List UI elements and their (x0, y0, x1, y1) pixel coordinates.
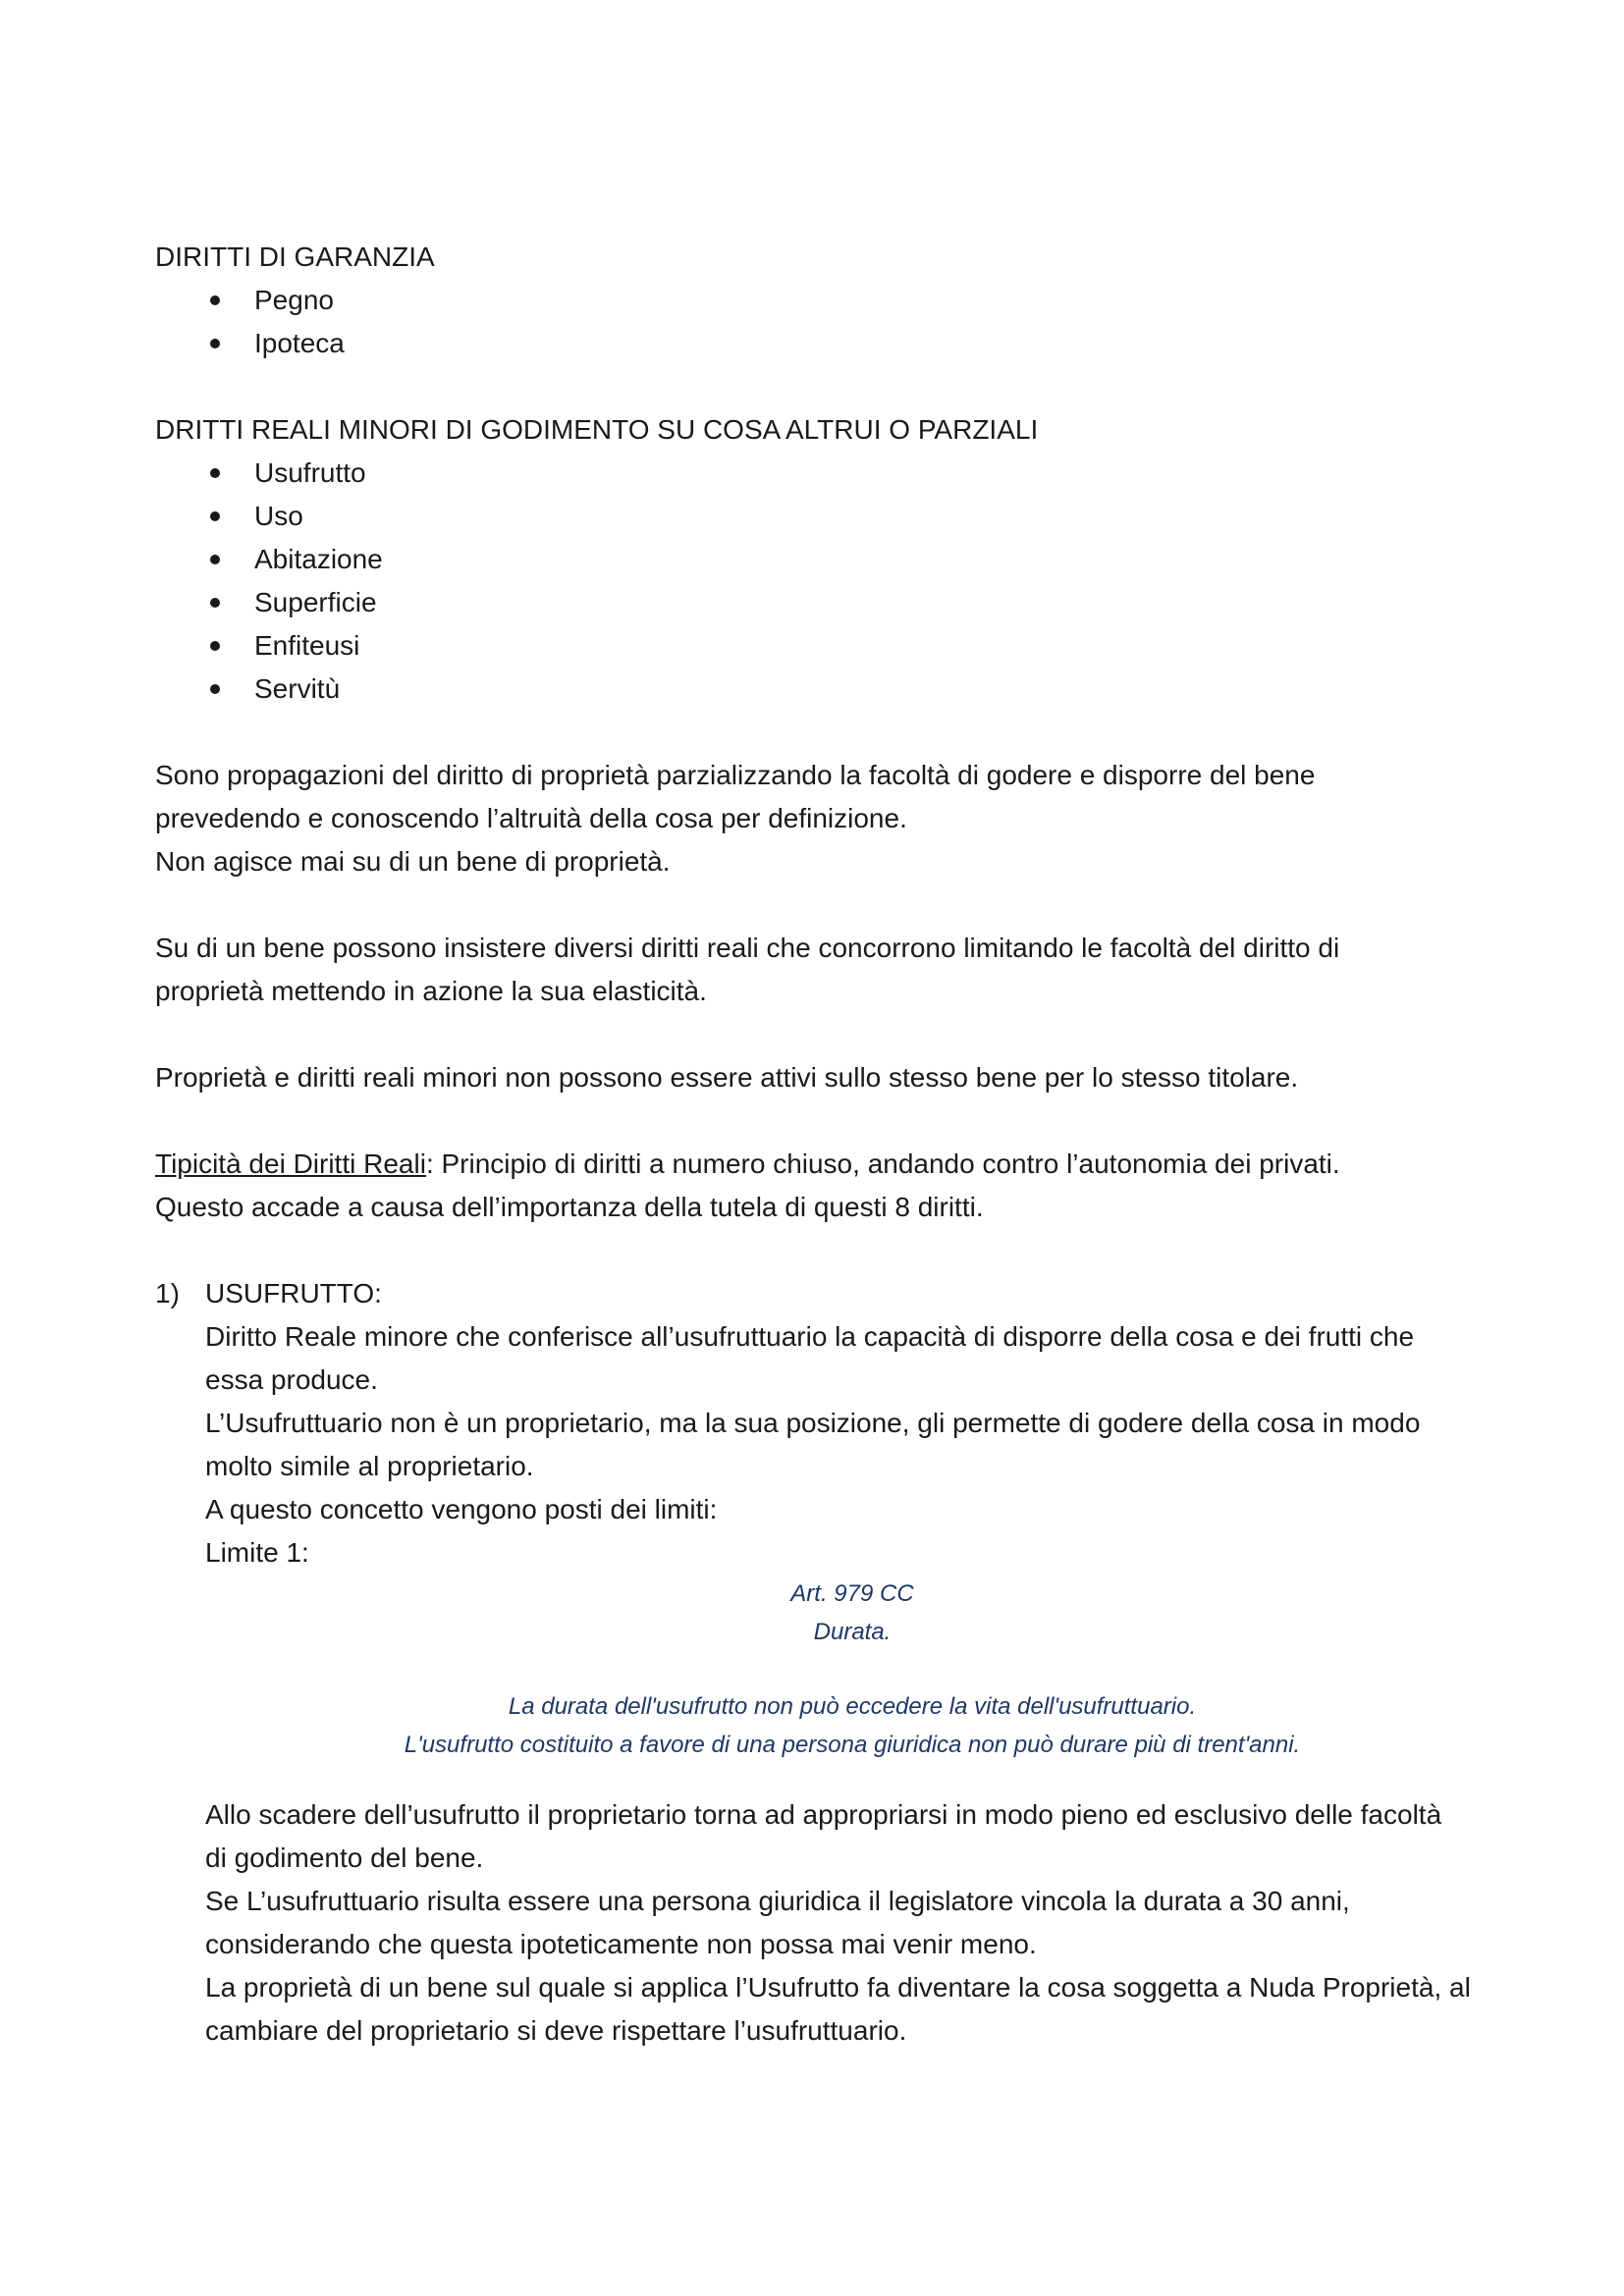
list-item: Servitù (155, 667, 1490, 711)
article-quote: Art. 979 CC Durata. La durata dell'usufrutto non può eccedere la vita dell'usufruttuario. L'usufrutto costituito a favore di una persona giuridica non può durare più di trent'anni. (155, 1575, 1549, 1764)
godimento-list (155, 452, 1490, 711)
garanzia-list (155, 279, 1490, 365)
article-reference: Art. 979 CC (790, 1580, 914, 1607)
usufrutto-title: USUFRUTTO: (205, 1278, 382, 1308)
paragraph-elasticita: Su di un bene possono insistere diversi diritti reali che concorrono limitando le facoltà del diritto di proprietà mettendo in azione la sua elasticità. (155, 933, 1340, 1006)
article-heading: Durata. (813, 1619, 892, 1645)
bullet-icon (210, 511, 220, 521)
paragraph-titolare: Proprietà e diritti reali minori non possono essere attivi sullo stesso bene per lo stesso titolare. (155, 1062, 1299, 1093)
bullet-icon (210, 468, 220, 478)
bullet-icon (210, 598, 220, 608)
list-item: Pegno (155, 279, 1490, 322)
paragraph-tipicita: Tipicità dei Diritti Reali: Principio di diritti a numero chiuso, andando contro l’autonomia dei privati. Questo accade a causa dell’importanza della tutela di questi 8 diritti. (155, 1148, 1340, 1222)
list-item: Uso (155, 495, 1490, 538)
section-number: 1) (155, 1278, 180, 1308)
bullet-icon (210, 295, 220, 305)
tipicita-term: Tipicità dei Diritti Reali (155, 1148, 426, 1179)
bullet-icon (210, 339, 220, 348)
usufrutto-section: 1) USUFRUTTO: Diritto Reale minore che conferisce all’usufruttuario la capacità di disporre della cosa e dei frutti che essa produce. L’Usufruttuario non è un proprietario, ma la sua posizione, gli permette di godere della cosa in modo molto simile al proprietario. A questo concetto vengono posti dei limiti: Limite 1: Art. 979 CC Durata. La durata dell'usufrutto non può eccedere la vita dell'usufruttuario. L'usufrutto costituito a favore di una persona giuridica non può durare più di trent'anni. Allo scadere dell’usufrutto il proprietario torna ad appropriarsi in modo pieno ed esclusivo delle facoltà di godimento del bene. Se L’usufruttuario risulta essere una persona giuridica il legislatore vincola la durata a 30 anni, considerando che questa ipoteticamente non possa mai venir meno. La proprietà di un bene sul quale si applica l’Usufrutto fa diventare la cosa soggetta a Nuda Proprietà, al cambiare del proprietario si deve rispettare l’usufruttuario. (155, 1272, 1490, 2053)
bullet-icon (210, 641, 220, 651)
godimento-heading: DRITTI REALI MINORI DI GODIMENTO SU COSA ALTRUI O PARZIALI (155, 414, 1039, 445)
paragraph-propagazioni: Sono propagazioni del diritto di proprietà parzializzando la facoltà di godere e disporre del bene prevedendo e conoscendo l’altruità della cosa per definizione. Non agisce mai su di un bene di proprietà. (155, 760, 1316, 877)
list-item: Usufrutto (155, 452, 1490, 495)
list-item: Superficie (155, 581, 1490, 624)
list-item: Enfiteusi (155, 624, 1490, 667)
list-item: Ipoteca (155, 322, 1490, 365)
bullet-icon (210, 555, 220, 564)
garanzia-heading: DIRITTI DI GARANZIA (155, 241, 435, 272)
list-item: Abitazione (155, 538, 1490, 581)
document-page (155, 236, 1490, 2053)
bullet-icon (210, 684, 220, 694)
